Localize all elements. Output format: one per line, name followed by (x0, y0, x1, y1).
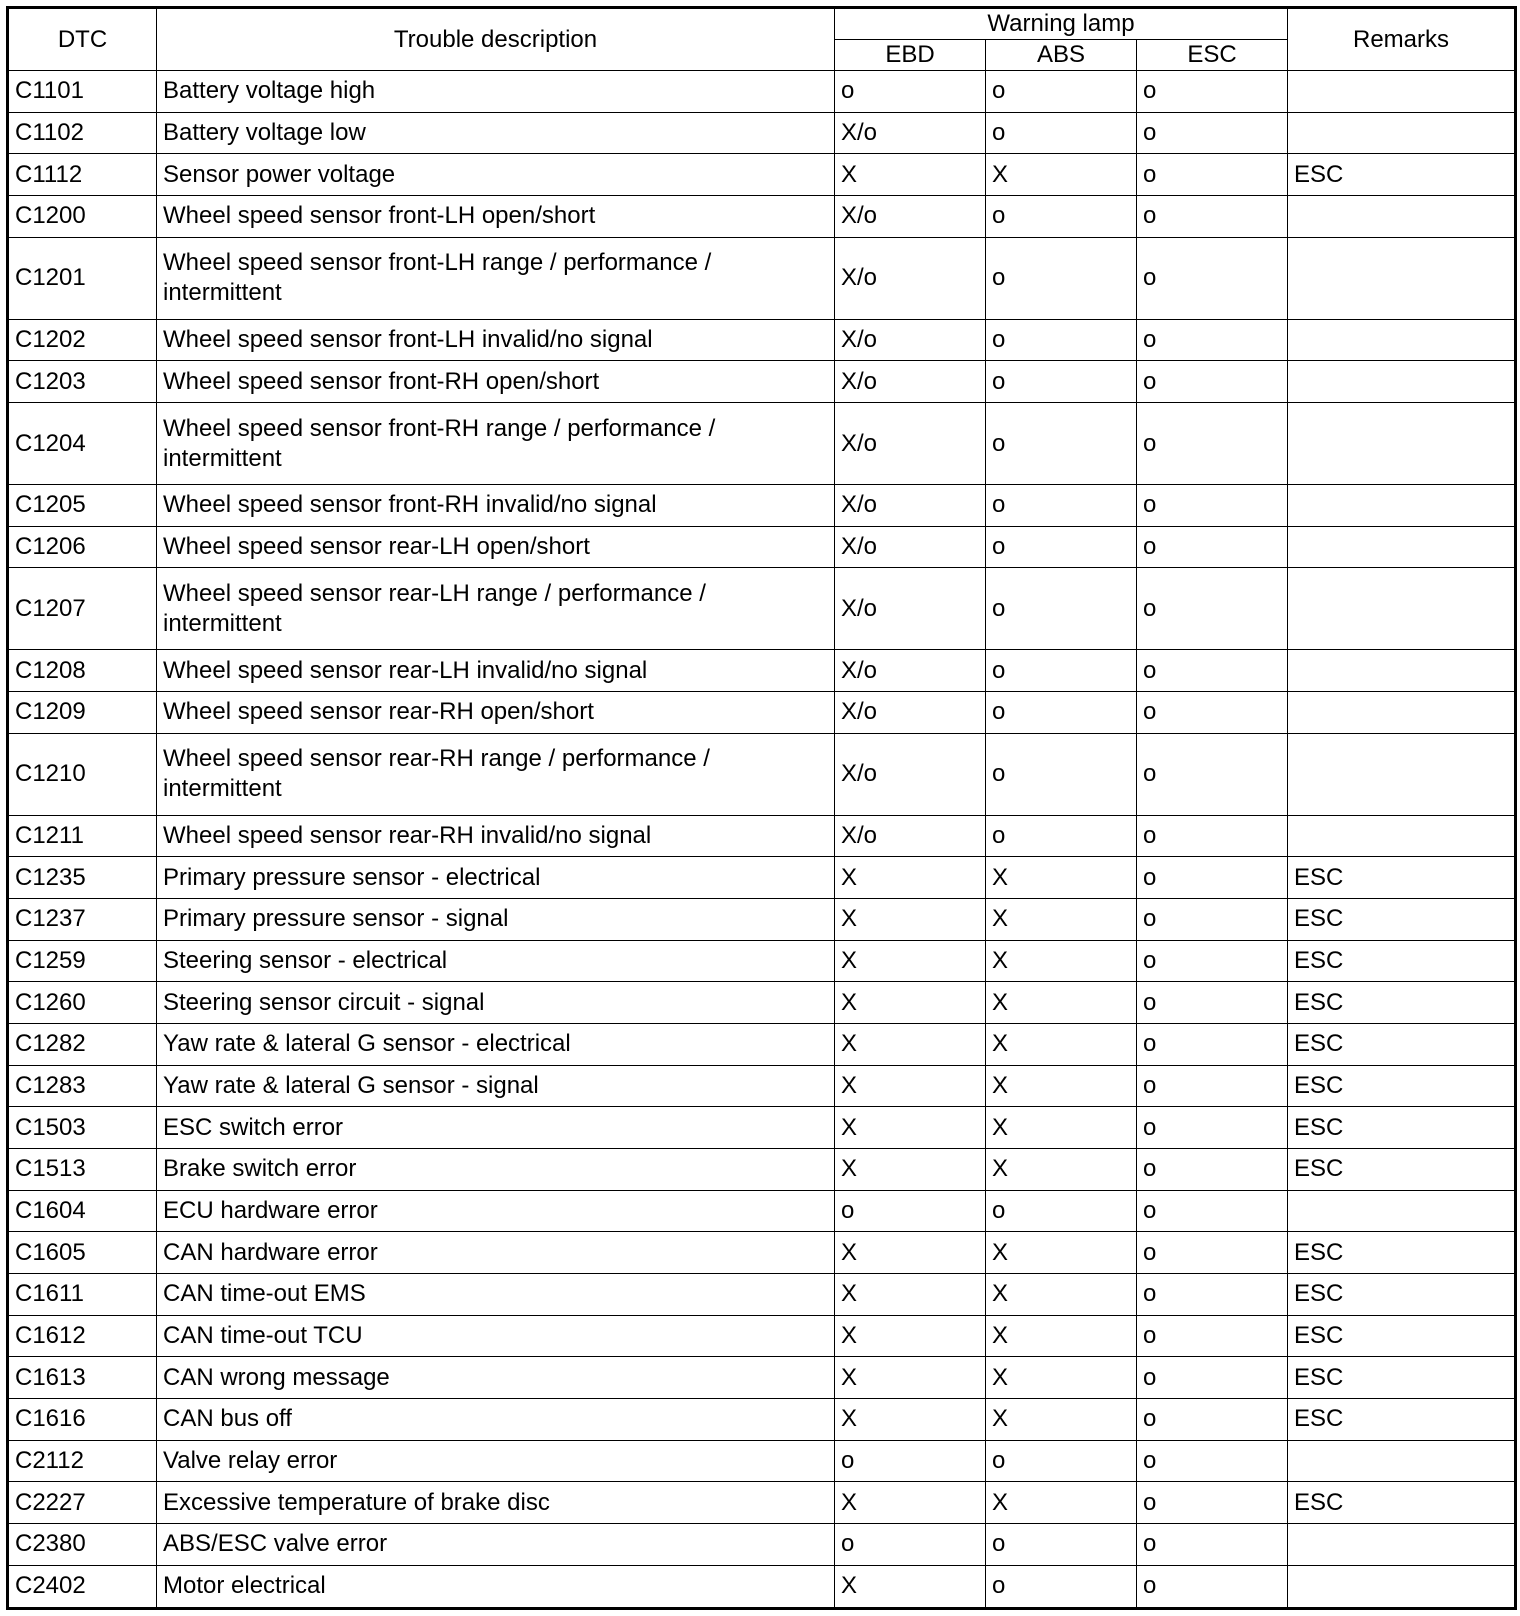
esc-lamp-cell: o (1137, 940, 1288, 982)
abs-lamp-cell: X (986, 1399, 1137, 1441)
remarks-cell (1288, 71, 1516, 113)
ebd-lamp-cell: X (835, 899, 986, 941)
remarks-cell (1288, 526, 1516, 568)
table-row (8, 1107, 1516, 1149)
remarks-cell (1288, 1524, 1516, 1566)
dtc-code-cell: C1513 (8, 1149, 157, 1191)
abs-lamp-cell: o (986, 1565, 1137, 1608)
ebd-lamp-cell: X (835, 1399, 986, 1441)
abs-lamp-cell: o (986, 815, 1137, 857)
table-row (8, 692, 1516, 734)
remarks-cell: ESC (1288, 1399, 1516, 1441)
remarks-cell (1288, 319, 1516, 361)
table-row (8, 1440, 1516, 1482)
dtc-code-cell: C1235 (8, 857, 157, 899)
trouble-description-cell: Wheel speed sensor rear-LH invalid/no signal (157, 650, 835, 692)
remarks-cell (1288, 403, 1516, 485)
table-row (8, 1232, 1516, 1274)
trouble-description-cell: CAN time-out EMS (157, 1274, 835, 1316)
table-row (8, 650, 1516, 692)
esc-lamp-cell: o (1137, 196, 1288, 238)
dtc-code-cell: C1237 (8, 899, 157, 941)
table-row (8, 1524, 1516, 1566)
esc-lamp-cell: o (1137, 1357, 1288, 1399)
trouble-description-cell: CAN bus off (157, 1399, 835, 1441)
trouble-description-cell: Wheel speed sensor rear-RH range / performance / intermittent (157, 733, 835, 815)
table-row (8, 1190, 1516, 1232)
ebd-lamp-cell: X (835, 982, 986, 1024)
esc-lamp-cell: o (1137, 361, 1288, 403)
esc-header: ESC (1137, 40, 1288, 71)
table-row (8, 485, 1516, 527)
remarks-cell: ESC (1288, 1274, 1516, 1316)
esc-lamp-cell: o (1137, 1482, 1288, 1524)
ebd-lamp-cell: X (835, 1274, 986, 1316)
abs-lamp-cell: o (986, 568, 1137, 650)
ebd-lamp-cell: X (835, 857, 986, 899)
esc-lamp-cell: o (1137, 568, 1288, 650)
table-row (8, 1024, 1516, 1066)
dtc-code-cell: C1260 (8, 982, 157, 1024)
table-row (8, 733, 1516, 815)
esc-lamp-cell: o (1137, 692, 1288, 734)
remarks-cell (1288, 650, 1516, 692)
esc-lamp-cell: o (1137, 982, 1288, 1024)
remarks-cell: ESC (1288, 1315, 1516, 1357)
ebd-lamp-cell: X/o (835, 526, 986, 568)
table-row (8, 319, 1516, 361)
esc-lamp-cell: o (1137, 485, 1288, 527)
table-body (8, 71, 1516, 1609)
remarks-cell: ESC (1288, 940, 1516, 982)
remarks-cell (1288, 1190, 1516, 1232)
trouble-description-cell: Wheel speed sensor rear-LH open/short (157, 526, 835, 568)
abs-lamp-cell: o (986, 485, 1137, 527)
remarks-cell: ESC (1288, 154, 1516, 196)
esc-lamp-cell: o (1137, 526, 1288, 568)
esc-lamp-cell: o (1137, 71, 1288, 113)
dtc-header: DTC (8, 8, 157, 71)
remarks-cell: ESC (1288, 1232, 1516, 1274)
table-row (8, 1399, 1516, 1441)
esc-lamp-cell: o (1137, 154, 1288, 196)
ebd-lamp-cell: X (835, 940, 986, 982)
abs-lamp-cell: o (986, 361, 1137, 403)
ebd-lamp-cell: X (835, 1232, 986, 1274)
abs-lamp-cell: X (986, 1357, 1137, 1399)
esc-lamp-cell: o (1137, 733, 1288, 815)
abs-lamp-cell: o (986, 526, 1137, 568)
trouble-description-cell: Steering sensor circuit - signal (157, 982, 835, 1024)
trouble-description-cell: CAN wrong message (157, 1357, 835, 1399)
trouble-description-cell: ABS/ESC valve error (157, 1524, 835, 1566)
ebd-lamp-cell: o (835, 1524, 986, 1566)
trouble-description-cell: Yaw rate & lateral G sensor - signal (157, 1065, 835, 1107)
abs-lamp-cell: X (986, 940, 1137, 982)
trouble-description-cell: ESC switch error (157, 1107, 835, 1149)
header-row-1 (8, 8, 1516, 40)
esc-lamp-cell: o (1137, 1065, 1288, 1107)
remarks-cell (1288, 733, 1516, 815)
table-row (8, 982, 1516, 1024)
abs-lamp-cell: X (986, 1107, 1137, 1149)
esc-lamp-cell: o (1137, 403, 1288, 485)
remarks-cell: ESC (1288, 1024, 1516, 1066)
esc-lamp-cell: o (1137, 1190, 1288, 1232)
trouble-description-cell: CAN time-out TCU (157, 1315, 835, 1357)
dtc-code-cell: C1207 (8, 568, 157, 650)
dtc-code-cell: C1283 (8, 1065, 157, 1107)
dtc-code-cell: C1604 (8, 1190, 157, 1232)
table-row (8, 1315, 1516, 1357)
abs-lamp-cell: X (986, 1482, 1137, 1524)
table-row (8, 1357, 1516, 1399)
esc-lamp-cell: o (1137, 1315, 1288, 1357)
esc-lamp-cell: o (1137, 1107, 1288, 1149)
dtc-code-cell: C1101 (8, 71, 157, 113)
remarks-cell (1288, 361, 1516, 403)
ebd-lamp-cell: o (835, 1440, 986, 1482)
ebd-lamp-cell: X/o (835, 733, 986, 815)
description-header: Trouble description (157, 8, 835, 71)
trouble-description-cell: Wheel speed sensor front-RH open/short (157, 361, 835, 403)
table-row (8, 899, 1516, 941)
table-row (8, 154, 1516, 196)
abs-lamp-cell: X (986, 1024, 1137, 1066)
abs-lamp-cell: o (986, 1190, 1137, 1232)
table-header (8, 8, 1516, 71)
abs-lamp-cell: X (986, 857, 1137, 899)
dtc-code-cell: C1616 (8, 1399, 157, 1441)
trouble-description-cell: Wheel speed sensor rear-LH range / performance / intermittent (157, 568, 835, 650)
dtc-code-cell: C1203 (8, 361, 157, 403)
remarks-cell (1288, 692, 1516, 734)
ebd-lamp-cell: X (835, 1149, 986, 1191)
esc-lamp-cell: o (1137, 319, 1288, 361)
ebd-lamp-cell: X (835, 1565, 986, 1608)
abs-lamp-cell: X (986, 1274, 1137, 1316)
abs-lamp-cell: o (986, 692, 1137, 734)
trouble-description-cell: Steering sensor - electrical (157, 940, 835, 982)
dtc-code-cell: C2380 (8, 1524, 157, 1566)
esc-lamp-cell: o (1137, 650, 1288, 692)
trouble-description-cell: CAN hardware error (157, 1232, 835, 1274)
abs-lamp-cell: o (986, 403, 1137, 485)
esc-lamp-cell: o (1137, 1024, 1288, 1066)
esc-lamp-cell: o (1137, 1565, 1288, 1608)
remarks-cell: ESC (1288, 899, 1516, 941)
abs-lamp-cell: o (986, 733, 1137, 815)
ebd-lamp-cell: X/o (835, 650, 986, 692)
dtc-code-cell: C1282 (8, 1024, 157, 1066)
abs-header: ABS (986, 40, 1137, 71)
ebd-lamp-cell: X (835, 1024, 986, 1066)
dtc-code-cell: C2227 (8, 1482, 157, 1524)
esc-lamp-cell: o (1137, 857, 1288, 899)
dtc-code-cell: C1209 (8, 692, 157, 734)
table-row (8, 857, 1516, 899)
remarks-cell: ESC (1288, 1065, 1516, 1107)
trouble-description-cell: Wheel speed sensor rear-RH open/short (157, 692, 835, 734)
ebd-lamp-cell: X/o (835, 485, 986, 527)
table-row (8, 196, 1516, 238)
dtc-table (6, 6, 1517, 1610)
trouble-description-cell: Battery voltage high (157, 71, 835, 113)
remarks-cell (1288, 237, 1516, 319)
ebd-lamp-cell: X (835, 1315, 986, 1357)
ebd-lamp-cell: X/o (835, 568, 986, 650)
abs-lamp-cell: X (986, 1315, 1137, 1357)
trouble-description-cell: Motor electrical (157, 1565, 835, 1608)
trouble-description-cell: Valve relay error (157, 1440, 835, 1482)
esc-lamp-cell: o (1137, 237, 1288, 319)
table-row (8, 526, 1516, 568)
abs-lamp-cell: o (986, 71, 1137, 113)
abs-lamp-cell: o (986, 112, 1137, 154)
table-row (8, 361, 1516, 403)
table-row (8, 568, 1516, 650)
trouble-description-cell: Excessive temperature of brake disc (157, 1482, 835, 1524)
table-row (8, 237, 1516, 319)
dtc-code-cell: C1210 (8, 733, 157, 815)
remarks-cell: ESC (1288, 1107, 1516, 1149)
table-row (8, 1065, 1516, 1107)
ebd-lamp-cell: X (835, 154, 986, 196)
abs-lamp-cell: X (986, 1065, 1137, 1107)
esc-lamp-cell: o (1137, 899, 1288, 941)
table-row (8, 1565, 1516, 1608)
abs-lamp-cell: X (986, 1149, 1137, 1191)
remarks-cell (1288, 112, 1516, 154)
remarks-cell (1288, 568, 1516, 650)
trouble-description-cell: Brake switch error (157, 1149, 835, 1191)
dtc-code-cell: C1211 (8, 815, 157, 857)
table-row (8, 1274, 1516, 1316)
abs-lamp-cell: o (986, 319, 1137, 361)
ebd-lamp-cell: X (835, 1107, 986, 1149)
abs-lamp-cell: X (986, 982, 1137, 1024)
ebd-lamp-cell: X (835, 1357, 986, 1399)
remarks-cell: ESC (1288, 1482, 1516, 1524)
dtc-code-cell: C1611 (8, 1274, 157, 1316)
remarks-cell (1288, 815, 1516, 857)
trouble-description-cell: Yaw rate & lateral G sensor - electrical (157, 1024, 835, 1066)
remarks-cell (1288, 485, 1516, 527)
abs-lamp-cell: X (986, 154, 1137, 196)
remarks-cell: ESC (1288, 857, 1516, 899)
remarks-cell (1288, 196, 1516, 238)
trouble-description-cell: Primary pressure sensor - electrical (157, 857, 835, 899)
esc-lamp-cell: o (1137, 1399, 1288, 1441)
remarks-cell: ESC (1288, 982, 1516, 1024)
ebd-lamp-cell: o (835, 71, 986, 113)
abs-lamp-cell: X (986, 899, 1137, 941)
table-row (8, 940, 1516, 982)
trouble-description-cell: Wheel speed sensor front-LH invalid/no signal (157, 319, 835, 361)
table-row (8, 112, 1516, 154)
remarks-cell (1288, 1565, 1516, 1608)
table-row (8, 71, 1516, 113)
trouble-description-cell: Wheel speed sensor rear-RH invalid/no signal (157, 815, 835, 857)
esc-lamp-cell: o (1137, 1274, 1288, 1316)
esc-lamp-cell: o (1137, 1524, 1288, 1566)
ebd-lamp-cell: X/o (835, 692, 986, 734)
table-row (8, 1482, 1516, 1524)
trouble-description-cell: Wheel speed sensor front-RH range / performance / intermittent (157, 403, 835, 485)
ebd-lamp-cell: X (835, 1065, 986, 1107)
trouble-description-cell: Sensor power voltage (157, 154, 835, 196)
ebd-lamp-cell: X/o (835, 196, 986, 238)
ebd-lamp-cell: X/o (835, 815, 986, 857)
dtc-code-cell: C1201 (8, 237, 157, 319)
esc-lamp-cell: o (1137, 1149, 1288, 1191)
abs-lamp-cell: o (986, 237, 1137, 319)
trouble-description-cell: Primary pressure sensor - signal (157, 899, 835, 941)
dtc-code-cell: C1205 (8, 485, 157, 527)
dtc-code-cell: C1102 (8, 112, 157, 154)
trouble-description-cell: Wheel speed sensor front-LH open/short (157, 196, 835, 238)
trouble-description-cell: Wheel speed sensor front-RH invalid/no signal (157, 485, 835, 527)
ebd-lamp-cell: X (835, 1482, 986, 1524)
trouble-description-cell: Wheel speed sensor front-LH range / performance / intermittent (157, 237, 835, 319)
remarks-cell: ESC (1288, 1357, 1516, 1399)
ebd-header: EBD (835, 40, 986, 71)
trouble-description-cell: Battery voltage low (157, 112, 835, 154)
remarks-cell: ESC (1288, 1149, 1516, 1191)
table-row (8, 403, 1516, 485)
dtc-code-cell: C1206 (8, 526, 157, 568)
dtc-code-cell: C2402 (8, 1565, 157, 1608)
remarks-cell (1288, 1440, 1516, 1482)
dtc-code-cell: C1613 (8, 1357, 157, 1399)
dtc-code-cell: C1204 (8, 403, 157, 485)
dtc-code-cell: C1200 (8, 196, 157, 238)
table-row (8, 1149, 1516, 1191)
dtc-code-cell: C1612 (8, 1315, 157, 1357)
dtc-code-cell: C1259 (8, 940, 157, 982)
esc-lamp-cell: o (1137, 112, 1288, 154)
warning-lamp-header: Warning lamp (835, 8, 1288, 40)
remarks-header: Remarks (1288, 8, 1516, 71)
dtc-code-cell: C1208 (8, 650, 157, 692)
ebd-lamp-cell: X/o (835, 361, 986, 403)
esc-lamp-cell: o (1137, 1440, 1288, 1482)
ebd-lamp-cell: X/o (835, 237, 986, 319)
esc-lamp-cell: o (1137, 1232, 1288, 1274)
ebd-lamp-cell: X/o (835, 112, 986, 154)
ebd-lamp-cell: o (835, 1190, 986, 1232)
abs-lamp-cell: o (986, 196, 1137, 238)
table-row (8, 815, 1516, 857)
ebd-lamp-cell: X/o (835, 319, 986, 361)
esc-lamp-cell: o (1137, 815, 1288, 857)
abs-lamp-cell: o (986, 1524, 1137, 1566)
trouble-description-cell: ECU hardware error (157, 1190, 835, 1232)
dtc-code-cell: C2112 (8, 1440, 157, 1482)
ebd-lamp-cell: X/o (835, 403, 986, 485)
abs-lamp-cell: o (986, 650, 1137, 692)
abs-lamp-cell: o (986, 1440, 1137, 1482)
dtc-code-cell: C1503 (8, 1107, 157, 1149)
abs-lamp-cell: X (986, 1232, 1137, 1274)
dtc-code-cell: C1202 (8, 319, 157, 361)
dtc-code-cell: C1112 (8, 154, 157, 196)
dtc-code-cell: C1605 (8, 1232, 157, 1274)
